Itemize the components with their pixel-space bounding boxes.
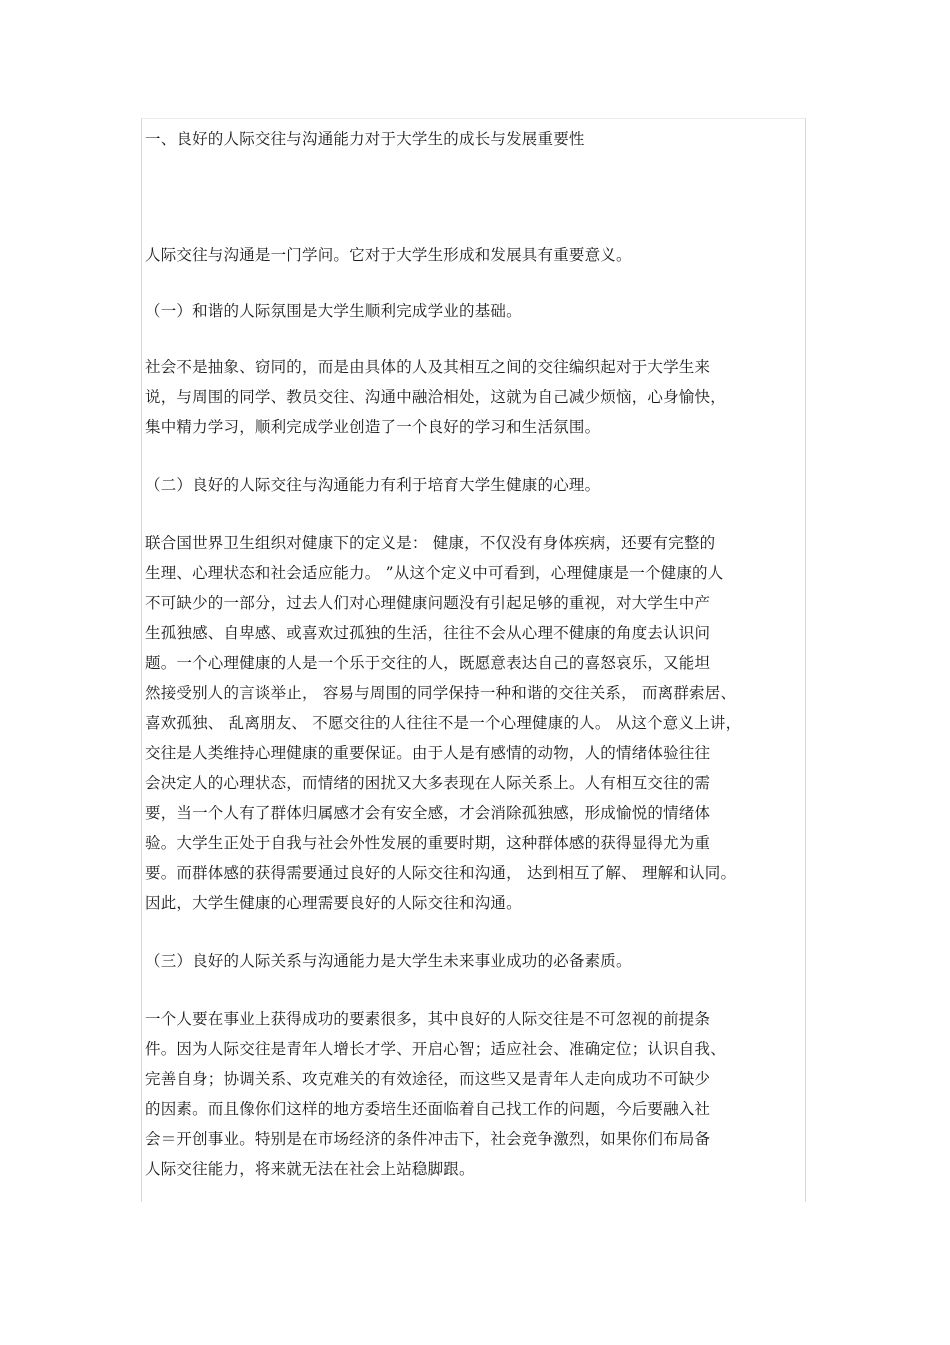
paragraph-line: 社会不是抽象、窃同的，而是由具体的人及其相互之间的交往编织起对于大学生来: [145, 358, 711, 376]
paragraph-line: 要，当一个人有了群体归属感才会有安全感，才会消除孤独感，形成愉悦的情绪体: [145, 804, 711, 822]
paragraph-line: 的因素。而且像你们这样的地方委培生还面临着自己找工作的问题，今后要融入社: [145, 1100, 711, 1118]
section-3-title: （三）良好的人际关系与沟通能力是大学生未来事业成功的必备素质。: [145, 952, 632, 970]
paragraph-line: 集中精力学习，顺利完成学业创造了一个良好的学习和生活氛围。: [145, 418, 601, 436]
section-2-title: （二）良好的人际交往与沟通能力有利于培育大学生健康的心理。: [145, 476, 601, 494]
paragraph-line: 生理、心理状态和社会适应能力。 ”从这个定义中可看到，心理健康是一个健康的人: [145, 564, 724, 582]
section-3-paragraph: [145, 1004, 817, 1184]
paragraph-line: 人际交往能力，将来就无法在社会上站稳脚跟。: [145, 1160, 475, 1178]
paragraph-line: 一个人要在事业上获得成功的要素很多，其中良好的人际交往是不可忽视的前提条: [145, 1010, 711, 1028]
paragraph-line: 不可缺少的一部分，过去人们对心理健康问题没有引起足够的重视，对大学生中产: [145, 594, 711, 612]
section-2-paragraph: [145, 528, 817, 918]
paragraph-line: 交往是人类维持心理健康的重要保证。由于人是有感情的动物，人的情绪体验往往: [145, 744, 711, 762]
paragraph-line: 验。大学生正处于自我与社会外性发展的重要时期，这种群体感的获得显得尤为重: [145, 834, 711, 852]
paragraph-line: 会＝开创事业。特别是在市场经济的条件冲击下，社会竞争激烈，如果你们布局备: [145, 1130, 711, 1148]
paragraph-line: 喜欢孤独、 乱离朋友、 不愿交往的人往往不是一个心理健康的人。 从这个意义上讲，: [145, 714, 742, 732]
paragraph-line: 说，与周围的同学、教员交往、沟通中融洽相处，这就为自己减少烦恼，心身愉快，: [145, 388, 726, 406]
paragraph-line: 完善自身；协调关系、攻克难关的有效途径，而这些又是青年人走向成功不可缺少: [145, 1070, 711, 1088]
paragraph-line: 生孤独感、自卑感、或喜欢过孤独的生活，往往不会从心理不健康的角度去认识问: [145, 624, 711, 642]
paragraph-line: 件。因为人际交往是青年人增长才学、开启心智；适应社会、准确定位；认识自我、: [145, 1040, 726, 1058]
paragraph-line: 题。一个心理健康的人是一个乐于交往的人，既愿意表达自己的喜怒哀乐，又能坦: [145, 654, 711, 672]
section-1-paragraph: [145, 352, 817, 442]
paragraph-line: 联合国世界卫生组织对健康下的定义是： 健康，不仅没有身体疾病，还要有完整的: [145, 534, 716, 552]
paragraph-line: 要。而群体感的获得需要通过良好的人际交往和沟通， 达到相互了解、 理解和认同。: [145, 864, 737, 882]
section-1-title: （一）和谐的人际氛围是大学生顺利完成学业的基础。: [145, 302, 522, 320]
document-heading: 一、良好的人际交往与沟通能力对于大学生的成长与发展重要性: [145, 130, 585, 148]
document-body: [145, 124, 817, 1184]
paragraph-line: 会决定人的心理状态，而情绪的困扰又大多表现在人际关系上。人有相互交往的需: [145, 774, 711, 792]
paragraph-line: 因此，大学生健康的心理需要良好的人际交往和沟通。: [145, 894, 522, 912]
paragraph-line: 然接受别人的言谈举止， 容易与周围的同学保持一种和谐的交往关系， 而离群索居、: [145, 684, 737, 702]
intro-paragraph: 人际交往与沟通是一门学问。它对于大学生形成和发展具有重要意义。: [145, 246, 632, 264]
